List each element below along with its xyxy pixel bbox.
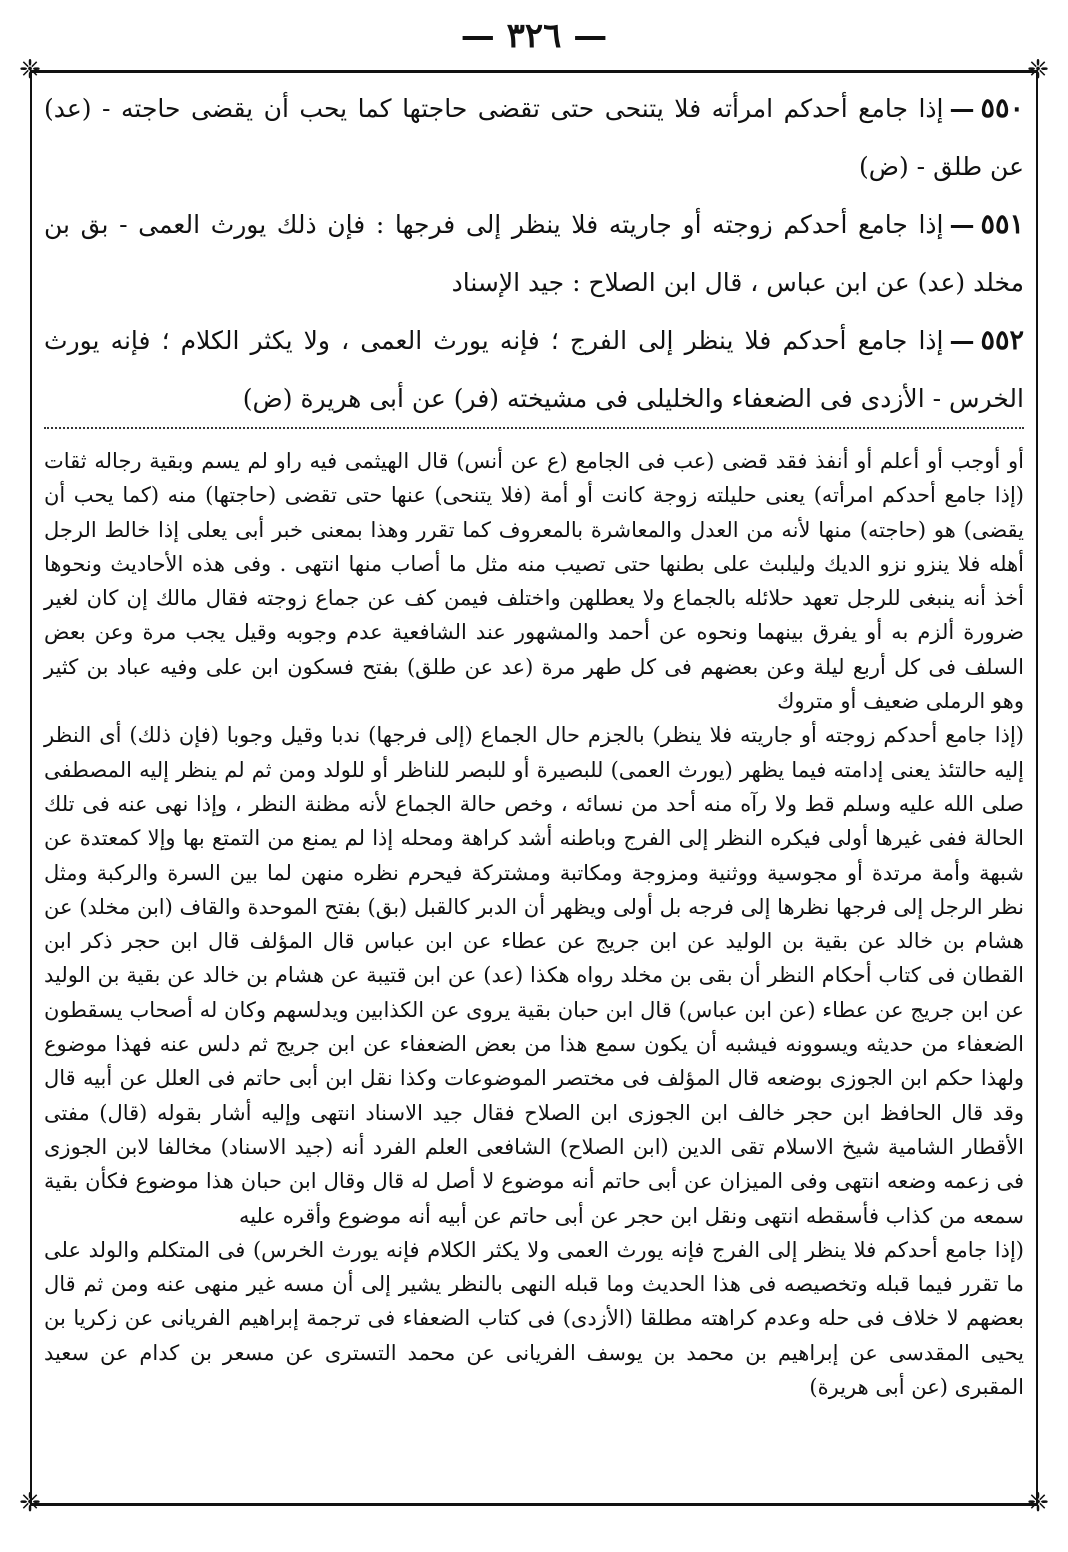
hadith-text: إذا جامع أحدكم امرأته فلا يتنحى حتى تقضى حاجتها كما يحب أن يقضى حاجته - (عد) عن طلق - (ض): [44, 94, 1024, 181]
commentary-paragraph: أو أوجب أو أعلم أو أنفذ فقد قضى (عب فى الجامع (ع عن أنس) قال الهيثمى فيه راو لم يسم وبقية رجاله ثقات (إذا جامع أحدكم امرأته) يعنى حليلته زوجة كانت أو أمة (فلا يتنحى) عنها حتى تقضى (حاجتها) منه (كما يحب أن يقضى) هو (حاجته) منها لأنه من العدل والمعاشرة بالمعروف كما تقرر وهذا بمعنى خبر أبى يعلى إذا خالط الرجل أهله فلا ينزو نزو الديك وليلبث على بطنها حتى تصيب منه مثل ما أصاب منها انتهى . وفى هذه الأحاديث ونحوها أخذ أنه ينبغى للرجل تعهد حلائله بالجماع ولا يعطلهن واختلف فيمن كف عن جماع زوجته فقال مالك إن كان لغير ضرورة ألزم به أو يفرق بينهما ونحوه عن أحمد والمشهور عند الشافعية عدم وجوبه وقيل يجب مرة وعن بعض السلف فى كل أربع ليلة وعن بعضهم فى كل طهر مرة (عد عن طلق) بفتح فسكون ابن على وفيه عباد بن كثير وهو الرملى ضعيف أو متروك: [44, 449, 1024, 714]
hadith-number: ٥٥٠: [980, 93, 1024, 124]
hadith-entry: [44, 312, 1024, 428]
hadith-number: ٥٥٢: [980, 325, 1024, 356]
corner-ornament-icon: ❈: [1027, 55, 1049, 85]
hadith-entry: [44, 196, 1024, 312]
hadith-dash: —: [949, 94, 975, 123]
page-number: — ٣٢٦ —: [460, 16, 608, 56]
commentary-block: [44, 444, 1024, 1404]
corner-ornament-icon: ❈: [19, 1488, 41, 1518]
section-separator: [44, 427, 1024, 429]
hadith-number: ٥٥١: [980, 209, 1024, 240]
hadith-dash: —: [949, 210, 975, 239]
corner-ornament-icon: ❈: [1027, 1488, 1049, 1518]
hadith-text: إذا جامع أحدكم فلا ينظر إلى الفرج ؛ فإنه يورث العمى ، ولا يكثر الكلام ؛ فإنه يورث الخرس - الأزدى فى الضعفاء والخليلى فى مشيخته (فر) عن أبى هريرة (ض): [44, 326, 1024, 413]
hadith-text: إذا جامع أحدكم زوجته أو جاريته فلا ينظر إلى فرجها : فإن ذلك يورث العمى - بق بن مخلد (عد) عن ابن عباس ، قال ابن الصلاح : جيد الإسناد: [44, 210, 1024, 297]
commentary-paragraph: (إذا جامع أحدكم فلا ينظر إلى الفرج فإنه يورث العمى ولا يكثر الكلام فإنه يورث الخرس) فى المتكلم والولد على ما تقرر فيما قبله وتخصيصه فى هذا الحديث وما قبله النهى بالنظر يشير إلى أن مسه غير منهى عنه ومن ثم قال بعضهم لا خلاف فى حله وعدم كراهته مطلقا (الأزدى) فى كتاب الضعفاء فى ترجمة إبراهيم الفريانى عن زكريا بن يحيى المقدسى عن إبراهيم بن محمد بن يوسف الفريانى عن محمد التسترى عن مسعر بن كدام عن سعيد المقبرى (عن أبى هريرة): [44, 1237, 1024, 1400]
corner-ornament-icon: ❈: [19, 55, 41, 85]
frame-bottom-rule: [30, 1503, 1038, 1506]
hadith-entry: [44, 80, 1024, 196]
hadith-block: [44, 80, 1024, 428]
hadith-dash: —: [949, 326, 975, 355]
commentary-paragraph: (إذا جامع أحدكم زوجته أو جاريته فلا ينظر) بالجزم حال الجماع (إلى فرجها) ندبا وقيل وجوبا (فإن ذلك) أى النظر إليه حالتئذ يعنى إدامته فيما يظهر (يورث العمى) للبصيرة أو للبصر للناظر أو للولد ومن ثم لم ينظر إليه المصطفى صلى الله عليه وسلم قط ولا رآه منه أحد من نسائه ، وخص حالة الجماع لأنه مظنة النظر ، وإذا نهى عنه فى تلك الحالة ففى غيرها أولى فيكره النظر إلى الفرج وباطنه أشد كراهة ومحله إذا لم يمنع من التمتع بها وإلا كمعتدة عن شبهة وأمة مرتدة أو مجوسية ووثنية ومزوجة ومكاتبة ومشتركة فيحرم نظره منهن لما بين السرة والركبة ومثل نظر الرجل إلى فرجها نظرها إلى فرجه بل أولى ويظهر أن الدبر كالقبل (بق) بفتح الموحدة والقاف (ابن مخلد) عن هشام بن خالد عن بقية بن الوليد عن ابن جريج عن عطاء عن ابن عباس قال المؤلف قال ابن حجر ذكر ابن القطان فى كتاب أحكام النظر أن بقى بن مخلد رواه هكذا (عد) عن ابن قتيبة عن هشام بن خالد عن بقية بن الوليد عن ابن جريج عن عطاء (عن ابن عباس) قال ابن حبان بقية يروى عن الكذابين ويدلسهم وكان له أصحاب يسقطون الضعفاء من حديثه ويسوونه فيشبه أن يكون سمع هذا من بعض الضعفاء عن ابن جريج ثم دلس عنه فهذا موضوع ولهذا حكم ابن الجوزى بوضعه قال المؤلف فى مختصر الموضوعات وكذا نقل ابن أبى حاتم فى العلل عن أبيه قال وقد قال الحافظ ابن حجر خالف ابن الجوزى ابن الصلاح فقال جيد الاسناد انتهى وإليه أشار بقوله (قال) مفتى الأقطار الشامية شيخ الاسلام تقى الدين (ابن الصلاح) الشافعى العلم الفرد أنه (جيد الاسناد) مخالفا لابن الجوزى فى زعمه وضعه انتهى وفى الميزان عن أبى حاتم أنه موضوع لا أصل له قال وقال ابن حبان هذا موضوع فكأن بقية سمعه من كذاب فأسقطه انتهى ونقل ابن حجر عن أبى حاتم عن أبيه أنه موضوع وأقره عليه: [44, 723, 1024, 1228]
